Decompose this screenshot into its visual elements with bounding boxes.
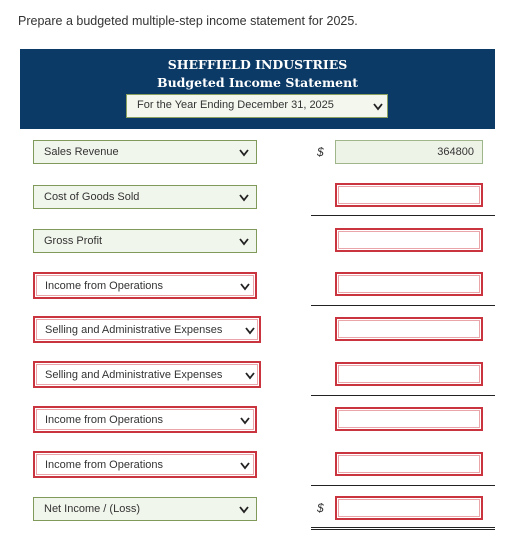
line-item-dropdown-7[interactable] <box>33 406 257 433</box>
line-item-label: Net Income / (Loss) <box>44 503 140 515</box>
chevron-down-icon <box>239 194 249 202</box>
amount-input-8[interactable] <box>335 452 483 476</box>
line-item-dropdown-5[interactable] <box>33 316 261 343</box>
subtotal-rule <box>311 395 495 396</box>
period-dropdown[interactable] <box>126 94 388 118</box>
chevron-down-icon <box>239 506 249 514</box>
line-item-dropdown-8[interactable] <box>33 451 257 478</box>
subtotal-rule <box>311 485 495 486</box>
company-name: SHEFFIELD INDUSTRIES <box>167 57 348 72</box>
line-item-label: Selling and Administrative Expenses <box>45 369 223 381</box>
chevron-down-icon <box>245 327 255 335</box>
line-item-dropdown-2[interactable] <box>33 185 257 209</box>
line-item-label: Selling and Administrative Expenses <box>45 324 223 336</box>
amount-input-9[interactable] <box>335 496 483 520</box>
chevron-down-icon <box>240 283 250 291</box>
line-item-label: Income from Operations <box>45 459 163 471</box>
amount-input-1[interactable] <box>335 140 483 164</box>
line-item-label: Cost of Goods Sold <box>44 191 140 203</box>
amount-input-6[interactable] <box>335 362 483 386</box>
line-item-dropdown-1[interactable] <box>33 140 257 164</box>
subtotal-rule <box>311 215 495 216</box>
chevron-down-icon <box>239 238 249 246</box>
amount-input-3[interactable] <box>335 228 483 252</box>
line-item-label: Income from Operations <box>45 414 163 426</box>
instruction-text: Prepare a budgeted multiple-step income statement for 2025. <box>18 14 358 28</box>
dollar-sign: $ <box>317 145 324 159</box>
line-item-dropdown-6[interactable] <box>33 361 261 388</box>
amount-input-7[interactable] <box>335 407 483 431</box>
dollar-sign: $ <box>317 501 324 515</box>
period-selected-value: For the Year Ending December 31, 2025 <box>137 99 334 111</box>
chevron-down-icon <box>240 462 250 470</box>
statement-title: Budgeted Income Statement <box>157 75 358 90</box>
line-item-label: Gross Profit <box>44 235 103 247</box>
chevron-down-icon <box>239 149 249 157</box>
amount-input-5[interactable] <box>335 317 483 341</box>
line-item-label: Income from Operations <box>45 280 163 292</box>
chevron-down-icon <box>373 103 383 111</box>
line-item-label: Sales Revenue <box>44 146 119 158</box>
total-double-rule <box>311 527 495 530</box>
chevron-down-icon <box>245 372 255 380</box>
statement-header <box>20 49 495 129</box>
line-item-dropdown-3[interactable] <box>33 229 257 253</box>
line-item-dropdown-9[interactable] <box>33 497 257 521</box>
amount-input-2[interactable] <box>335 183 483 207</box>
subtotal-rule <box>311 305 495 306</box>
chevron-down-icon <box>240 417 250 425</box>
line-item-dropdown-4[interactable] <box>33 272 257 299</box>
amount-value: 364800 <box>437 146 474 158</box>
amount-input-4[interactable] <box>335 272 483 296</box>
